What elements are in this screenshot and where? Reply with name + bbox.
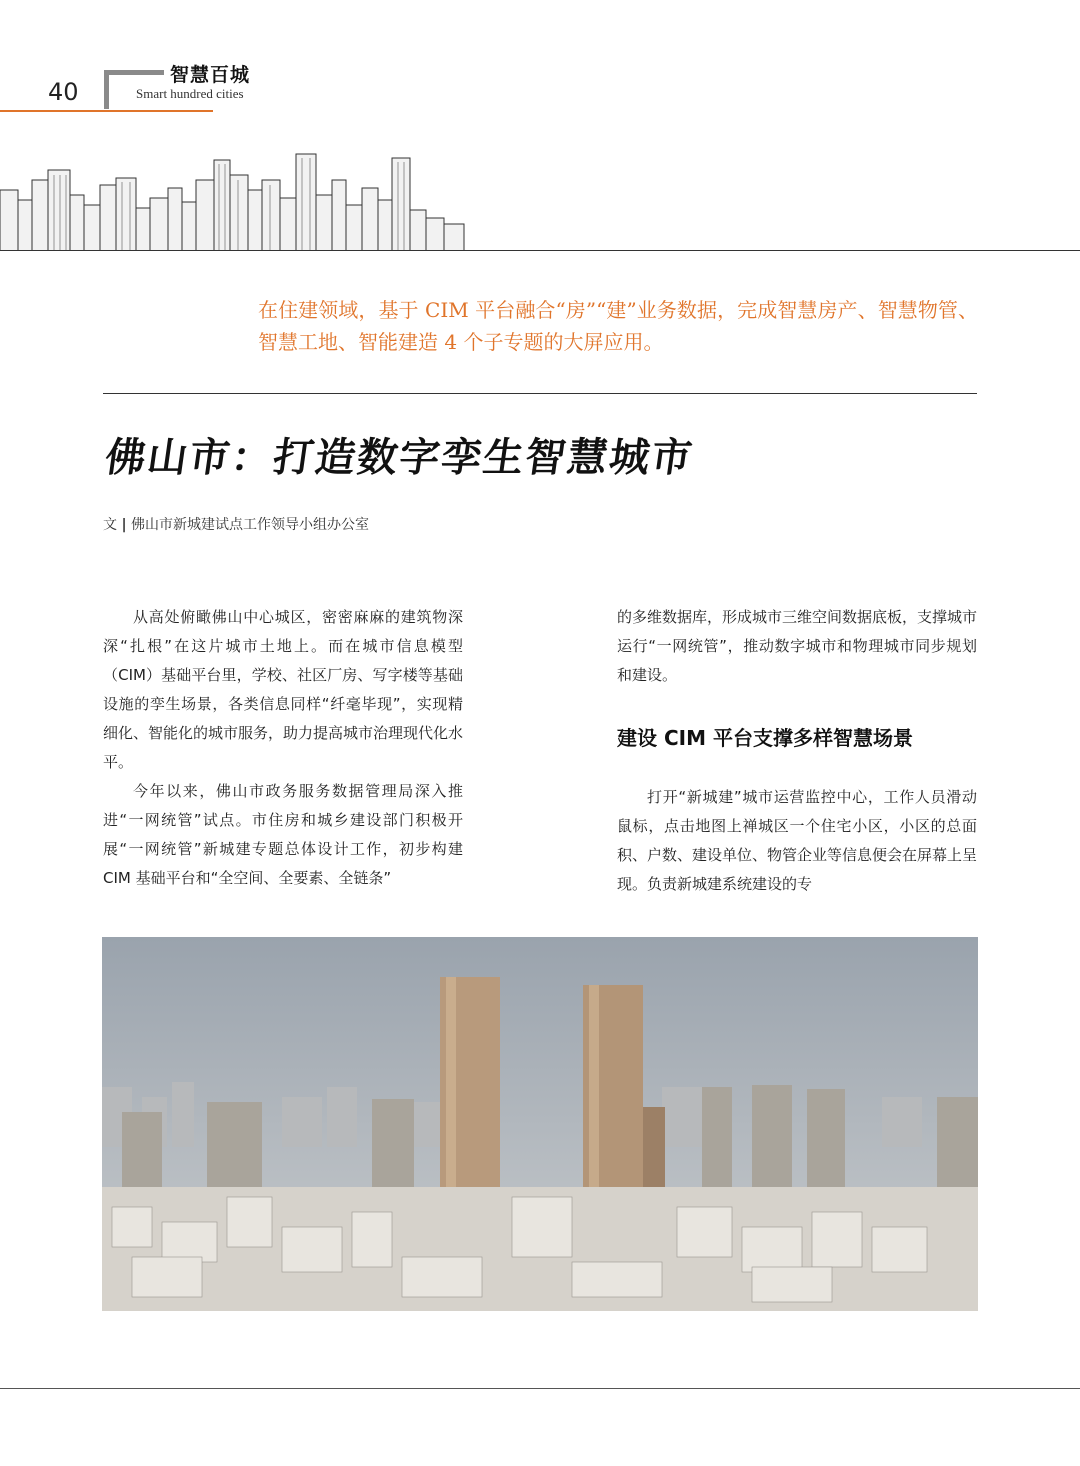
column-subtitle: Smart hundred cities: [136, 86, 244, 101]
header-bracket: [104, 70, 123, 109]
body-paragraph: 今年以来，佛山市政务服务数据管理局深入推进“一网统管”试点。市住房和城乡建设部门积极开展“一网统管”新城建专题总体设计工作，初步构建 CIM 基础平台和“全空间、全要素、全链条”: [103, 782, 463, 887]
header-bracket-top: [104, 70, 164, 75]
column-title: 智慧百城: [170, 64, 251, 86]
header-divider: [0, 250, 1080, 251]
section-heading: 建设 CIM 平台支撑多样智慧场景: [617, 726, 913, 750]
byline: [103, 514, 369, 534]
body-paragraph: 的多维数据库，形成城市三维空间数据底板，支撑城市运行“一网统管”，推动数字城市和物理城市同步规划和建设。: [617, 608, 978, 684]
city-photo: [102, 937, 978, 1311]
lead-divider: [103, 393, 977, 394]
skyline-illustration: [0, 150, 470, 251]
header-accent-rule: [0, 110, 213, 112]
footer-divider: [0, 1388, 1080, 1389]
body-column-right: [617, 603, 977, 899]
byline-author: 佛山市新城建试点工作领导小组办公室: [131, 517, 370, 533]
lead-paragraph: 在住建领域，基于 CIM 平台融合“房”“建”业务数据，完成智慧房产、智慧物管、智慧工地、智能建造 4 个子专题的大屏应用。: [258, 298, 978, 354]
body-column-left: [103, 603, 463, 893]
article-title: 佛山市：打造数字孪生智慧城市: [102, 435, 697, 481]
page-number: 40: [48, 78, 79, 106]
byline-separator: |: [121, 517, 127, 533]
body-paragraph: 从高处俯瞰佛山中心城区，密密麻麻的建筑物深深“扎根”在这片城市土地上。而在城市信息模型（CIM）基础平台里，学校、社区厂房、写字楼等基础设施的孪生场景，各类信息同样“纤毫毕现”，实现精细化、智能化的城市服务，助力提高城市治理现代化水平。: [103, 608, 464, 771]
byline-label: 文: [103, 517, 117, 533]
body-paragraph: 打开“新城建”城市运营监控中心，工作人员滑动鼠标，点击地图上禅城区一个住宅小区，小区的总面积、户数、建设单位、物管企业等信息便会在屏幕上呈现。负责新城建系统建设的专: [617, 788, 978, 893]
